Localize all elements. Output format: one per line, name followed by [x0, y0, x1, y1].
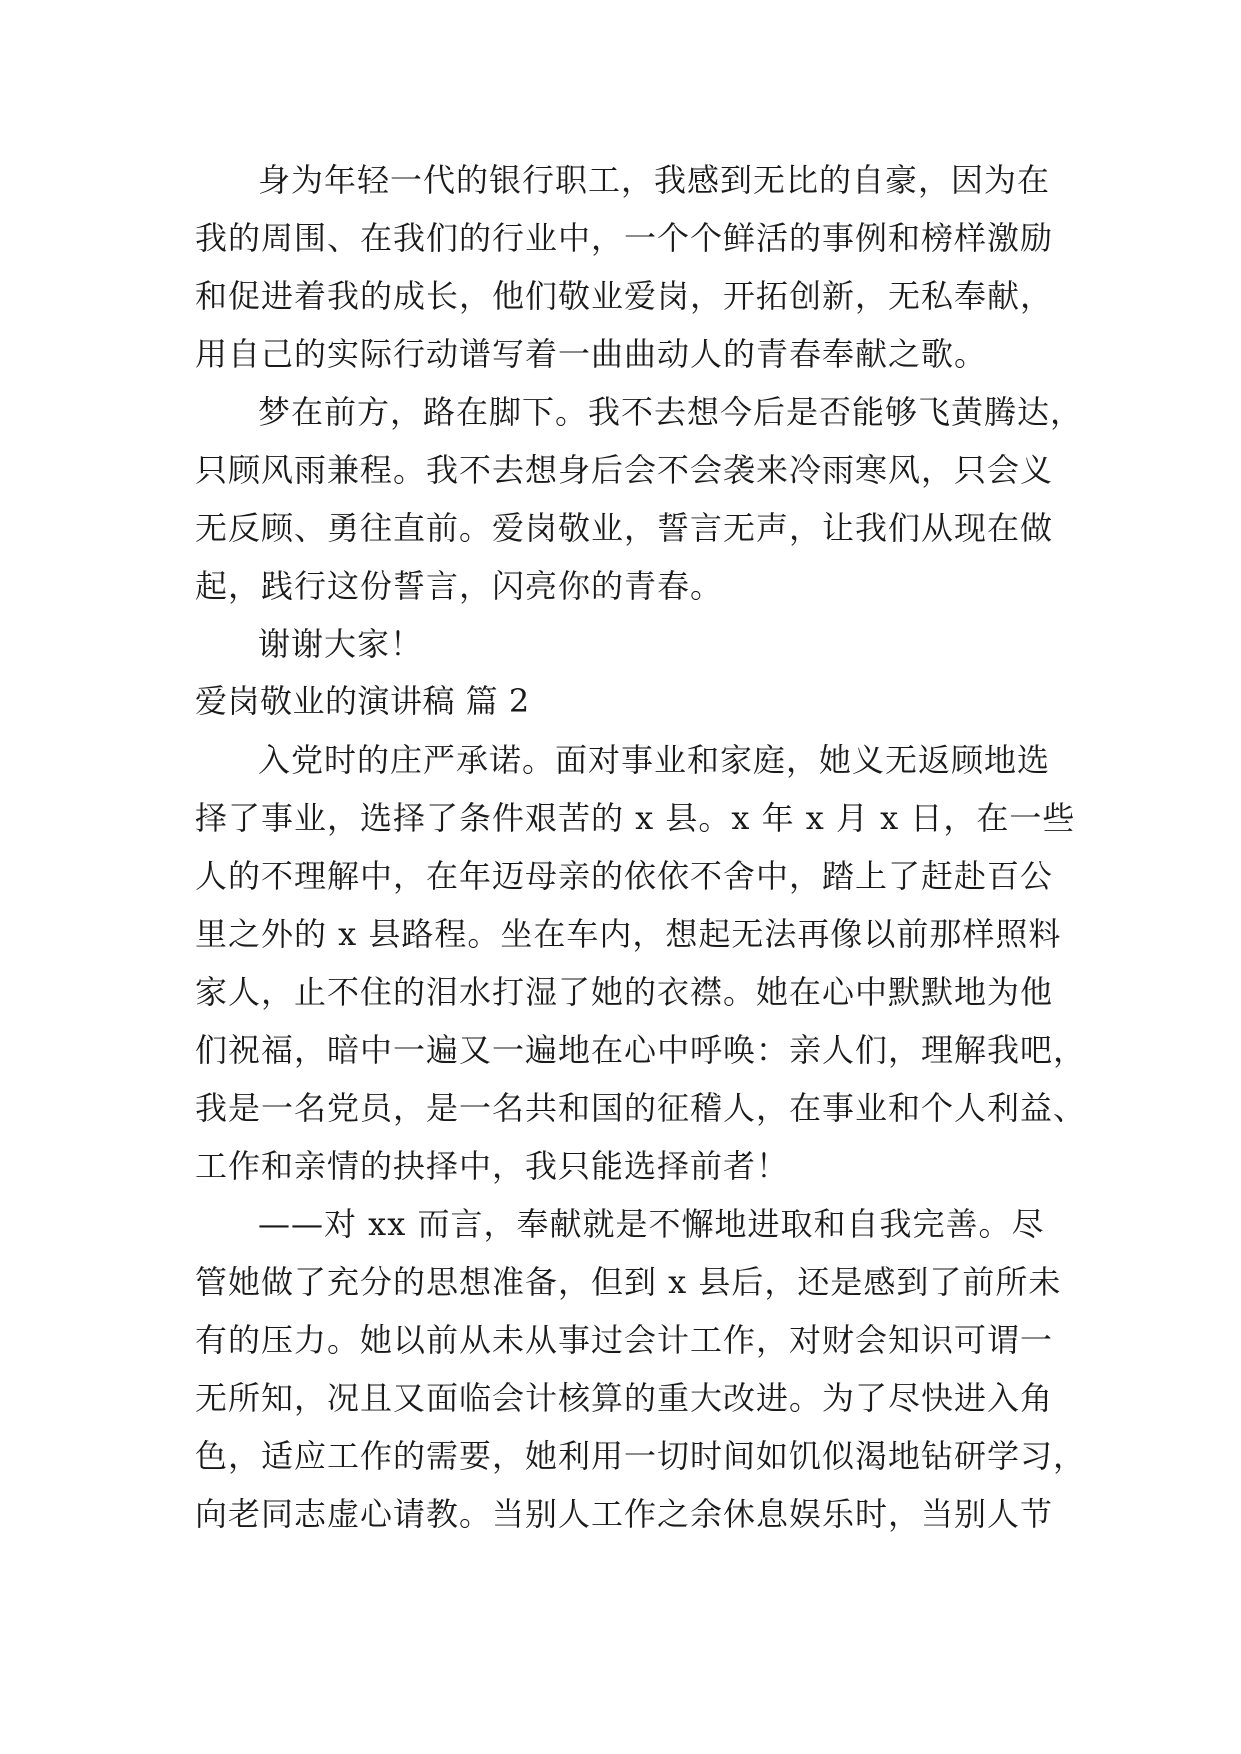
- paragraph-line: 人的不理解中，在年迈母亲的依依不舍中，踏上了赶赴百公: [195, 857, 1054, 895]
- paragraph-line: 谢谢大家！: [258, 625, 424, 663]
- paragraph-line: 我是一名党员，是一名共和国的征稽人，在事业和个人利益、: [195, 1089, 1087, 1127]
- paragraph-line: 和促进着我的成长，他们敬业爱岗，开拓创新，无私奉献，: [195, 277, 1054, 315]
- paragraph-line: 择了事业，选择了条件艰苦的 x 县。x 年 x 月 x 日，在一些: [195, 799, 1076, 837]
- paragraph-line: 向老同志虚心请教。当别人工作之余休息娱乐时，当别人节: [195, 1495, 1054, 1533]
- paragraph-line: 有的压力。她以前从未从事过会计工作，对财会知识可谓一: [195, 1321, 1054, 1359]
- section-heading: 爱岗敬业的演讲稿 篇 2: [195, 682, 530, 720]
- paragraph-line: 里之外的 x 县路程。坐在车内，想起无法再像以前那样照料: [195, 915, 1062, 953]
- paragraph-line: 无所知，况且又面临会计核算的重大改进。为了尽快进入角: [195, 1379, 1054, 1417]
- paragraph-line: ——对 xx 而言，奉献就是不懈地进取和自我完善。尽: [258, 1205, 1045, 1243]
- paragraph-line: 起，践行这份誓言，闪亮你的青春。: [195, 567, 724, 605]
- paragraph-line: 管她做了充分的思想准备，但到 x 县后，还是感到了前所未: [195, 1263, 1062, 1301]
- paragraph-line: 入党时的庄严承诺。面对事业和家庭，她义无返顾地选: [258, 741, 1051, 779]
- paragraph-line: 只顾风雨兼程。我不去想身后会不会袭来冷雨寒风，只会义: [195, 451, 1054, 489]
- paragraph-line: 们祝福，暗中一遍又一遍地在心中呼唤：亲人们，理解我吧，: [195, 1031, 1087, 1069]
- paragraph-line: 梦在前方，路在脚下。我不去想今后是否能够飞黄腾达，: [258, 393, 1084, 431]
- paragraph-line: 用自己的实际行动谱写着一曲曲动人的青春奉献之歌。: [195, 335, 988, 373]
- paragraph-line: 无反顾、勇往直前。爱岗敬业，誓言无声，让我们从现在做: [195, 509, 1054, 547]
- paragraph-line: 我的周围、在我们的行业中，一个个鲜活的事例和榜样激励: [195, 219, 1054, 257]
- paragraph-line: 工作和亲情的抉择中，我只能选择前者！: [195, 1147, 790, 1185]
- paragraph-line: 身为年轻一代的银行职工，我感到无比的自豪，因为在: [258, 161, 1051, 199]
- paragraph-line: 家人，止不住的泪水打湿了她的衣襟。她在心中默默地为他: [195, 973, 1054, 1011]
- paragraph-line: 色，适应工作的需要，她利用一切时间如饥似渴地钻研学习，: [195, 1437, 1087, 1475]
